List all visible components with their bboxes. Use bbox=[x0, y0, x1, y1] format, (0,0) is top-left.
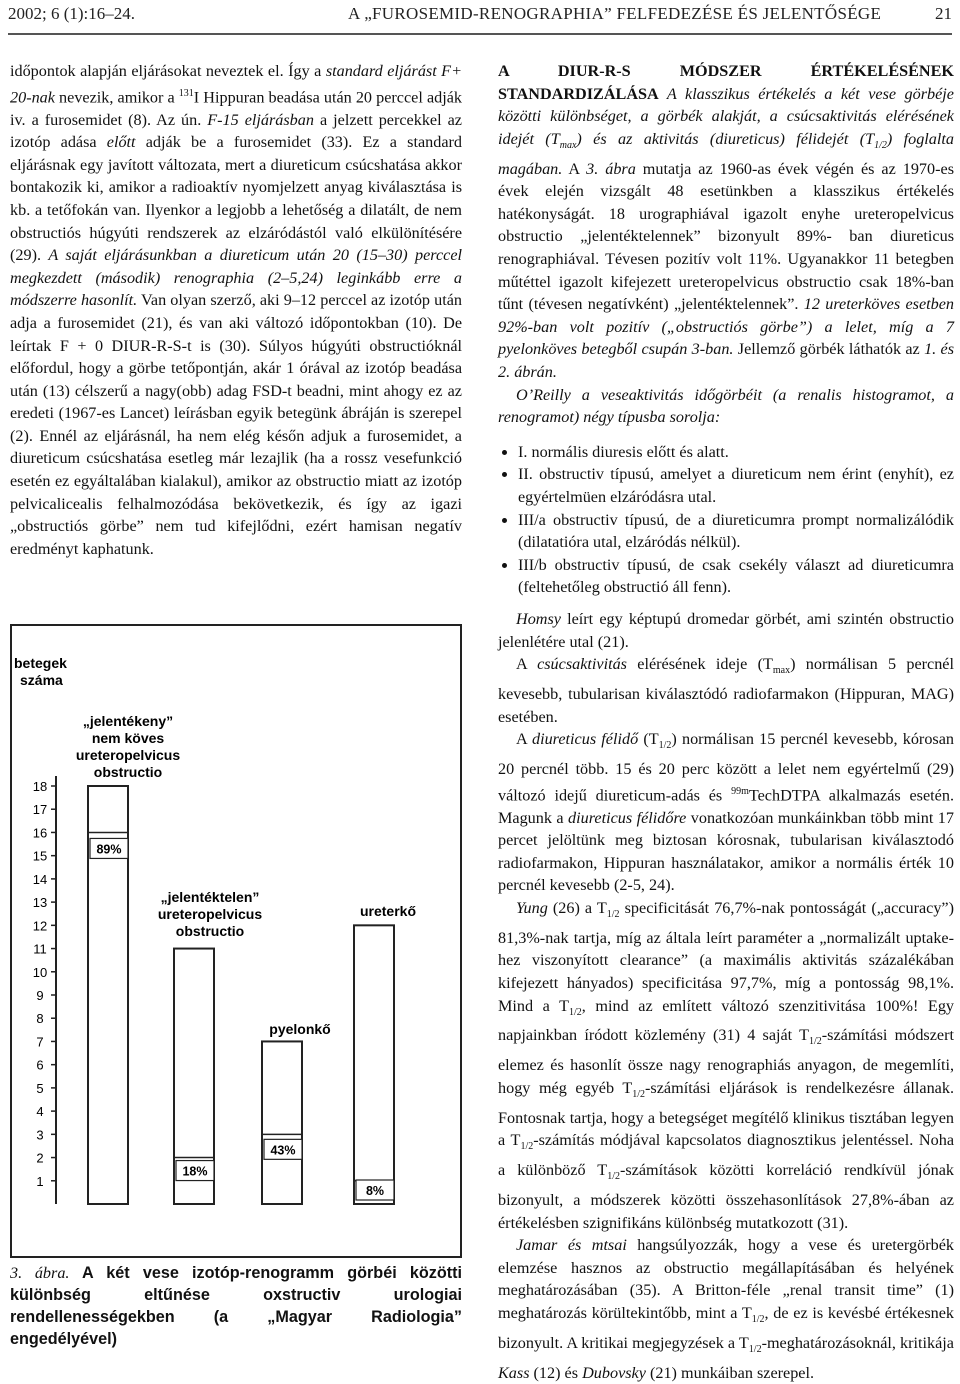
category-label: nem köves bbox=[91, 730, 165, 746]
y-tick-label: 16 bbox=[32, 825, 48, 841]
y-tick-label: 9 bbox=[36, 988, 44, 1003]
y-tick-label: 18 bbox=[32, 779, 48, 794]
bar-total bbox=[354, 925, 394, 1204]
percent-label: 89% bbox=[96, 842, 122, 857]
halftime-paragraph: A diureticus félidő $(T_{1/2})$ normálisan 15 percnél kevesebb, kórosan 20 percnél több. 15 és 20 perc között a lelet nem egyértelmű (29) változó idejű diureticum-adás és $^{99m}$TechDTPA alkalmazás esetén. Magunk a diureticus félidőre vonatkozóan munkáinkban több mint 17 percet jelöltünk meg biztosan kórosnak, tubularisan kiválasztodó radiofarmakon, Hippuran használatakor, amikor a normális érték 10 percnél kevesebb (2-5, 24). bbox=[498, 730, 954, 895]
oreilly-paragraph: O’Reilly a veseaktivitás időgörbéit (a renalis histogramot, a renogramot) négy típusba sorolja: bbox=[498, 385, 954, 427]
y-tick-label: 5 bbox=[36, 1080, 44, 1096]
category-label: pyelonkő bbox=[269, 1021, 331, 1037]
y-tick-label: 17 bbox=[32, 802, 48, 818]
bar-chart-svg bbox=[12, 626, 460, 1256]
category-label: ureterkő bbox=[359, 903, 417, 919]
left-paragraph: időpontok alapján eljárásokat neveztek el. Így a standard eljárást F+ 20-nak nevezik, amikor a $^{131}$I Hippuran beadása után 20 perccel adják iv. a furosemidet (8). Az ún. F-15 eljárásban a jelzett percekkel az izotóp adása előtt adják be a furosemidet (33). Ez a standard eljárásnak egy javított változata, mert a diureticum csúcshatása akkor bontakozik ki, amikor a radioaktív nyomjelzett anyag kiválasztása is kb. a tetőfokán van. Ilyenkor a legjobb a lehetőség a dilatált, de nem obstructiós húgyúti rendszerek az elzáródástól való elkülönítésére (29). A saját eljárásunkban a diureticum után 20 (15–30) perccel megkezdett (második) renographia (2–5,24) leginkább erre a módszerre hasonlít. Van olyan szerző, aki 9–12 perccel az izotóp után adja a furosemidet (21), és van aki változó időpontokban (10). De leírtak F + 0 DIUR-R-S-t is (30). Súlyos húgyúti obstructióknál előfordul, hogy a görbe tetőpontján, akár 1 órával az izotóp beadása után (13) célszerű a nagy(obb) adag FSD-t beadni, mint ahogy ez az eredeti (1967-es Lancet) leírásban egyik betegünk ábráján is szerepel (2). Ennél az eljárásnál, ha nem elég későn adjuk a furosemidet, a diureticum csúcshatása esetleg már lezajlik (ha a rossz vesefunkció esetén ez egyáltalában kialakul), amikor az obstructio miatt az izotóp pelvicalicealis felhalmozódása bekövetkezik, és így az igazi „obstructiós görbe” nem tud kifejlődni, ezért hamisan negatív eredményt kaphatunk. bbox=[10, 62, 463, 558]
y-tick-label: 10 bbox=[32, 964, 48, 980]
homsy-paragraph: Homsy leírt egy képtupú dromedar görbét, ami szintén obstructio jelenlétére utal (21). bbox=[498, 610, 954, 651]
y-tick-label: 2 bbox=[36, 1150, 44, 1166]
y-tick-label: 8 bbox=[36, 1011, 44, 1027]
category-label: ureteropelvicus bbox=[157, 906, 263, 922]
category-label: „jelentékeny” bbox=[82, 713, 174, 729]
peak-paragraph: A csúcsaktivitás elérésének ideje $(T_{max})$ normálisan 5 percnél kevesebb, tubularisan kiválasztódó radiofarmakon (Hippuran, MAG) esetében. bbox=[498, 655, 954, 726]
y-tick-label: 7 bbox=[36, 1034, 44, 1050]
list-item: • I. normális diuresis előtt és alatt. bbox=[518, 441, 954, 464]
y-tick-label: 12 bbox=[32, 918, 48, 934]
y-tick-label: 11 bbox=[33, 941, 47, 957]
y-axis-label: betegek bbox=[14, 655, 67, 671]
category-label: „jelentéktelen” bbox=[160, 889, 260, 905]
category-label: obstructio bbox=[93, 764, 163, 780]
category-label: ureteropelvicus bbox=[75, 747, 181, 763]
y-tick-label: 6 bbox=[36, 1057, 44, 1073]
y-tick-label: 15 bbox=[32, 848, 48, 864]
section-paragraph: A DIUR-R-S MÓDSZER ÉRTÉKELÉSÉNEK STANDARDIZÁLÁSA A klasszikus értékelés a két vese görbéje közötti különbséget, a görbék alakját, a csúcsaktivitás elérésének idejét $(T_{max})$ és az aktivitás (diureticus) félidejét $(T_{1/2})$ foglalta magában. A 3. ábra mutatja az 1960-as évek végén és az 1970-es évek elején vizsgált 48 esetünkben a klasszikus értékelés hatékonyságát. 18 urographiával igazolt enyhe ureteropelvicus obstructio „jelentéktelennek” bizonyult 89%- ban diureticus renographiával. Tévesen pozitív volt 11%. Ugyanakkor 11 betegben műtéttel igazolt kifejezett ureteropelvicus obstructio csak 18%-ban tűnt (tévesen negatívként) „jelentéktelennek”. 12 ureterköves esetben 92%-ban volt pozitív („obstructiós görbe”) a lelet, míg a 7 pyelonköves betegből csupán 3-ban. Jellemző görbék láthatók az 1. és 2. ábrán. bbox=[498, 62, 955, 381]
figure-caption bbox=[10, 1262, 462, 1350]
type-list bbox=[498, 441, 954, 599]
page-number: 21 bbox=[935, 4, 952, 23]
list-item: • II. obstructiv típusú, amelyet a diureticum nem érint (enyhít), ez egyértelmüen elzáródásra utal. bbox=[518, 463, 954, 508]
percent-label: 18% bbox=[182, 1164, 208, 1179]
y-tick-label: 1 bbox=[36, 1173, 44, 1189]
y-axis-label: száma bbox=[20, 672, 63, 688]
y-tick-label: 4 bbox=[36, 1104, 44, 1120]
caption-text: A két vese izotóp-renogramm görbéi közötti különbség eltűnése oxstructiv urologiai rendellenességekben (a „Magyar Radiologia” engedélyével) bbox=[10, 1264, 462, 1348]
page-header bbox=[8, 4, 952, 28]
right-column-top bbox=[498, 60, 954, 599]
section-heading: A DIUR-R-S MÓDSZER ÉRTÉKELÉSÉNEK STANDARDIZÁLÁSA bbox=[498, 62, 954, 103]
header-rule bbox=[8, 33, 952, 35]
list-item: • III/b obstructiv típusú, de csak csekély választ ad diureticumra (feltehetőleg obstructió áll fenn). bbox=[518, 554, 954, 599]
y-tick-label: 13 bbox=[32, 895, 48, 911]
list-item: • III/a obstructiv típusú, de a diureticumra prompt normalizálódik (dilatatióra utal, elzáródás nélkül). bbox=[518, 509, 954, 554]
y-tick-label: 3 bbox=[36, 1127, 44, 1143]
percent-label: 43% bbox=[270, 1143, 296, 1158]
percent-label: 8% bbox=[365, 1184, 385, 1198]
bar-total bbox=[262, 1041, 302, 1204]
right-column-bottom bbox=[498, 608, 954, 1384]
jamar-paragraph: Jamar és mtsai hangsúlyozzák, hogy a vese és uretergörbék elemzése hasznos az obstructio megállapításában és helyének meghatározásában (35). A Britton-féle „renal transit time” (1) meghatározás körültekintőbb, mint a $T_{1/2}$, de ez is kevésbé értékesnek bizonyult. A kritikai megjegyzések a $T_{1/2}$-meghatározásoknál, kritikája Kass (12) és Dubovsky (21) munkáiban szerepel. bbox=[498, 1236, 954, 1382]
y-tick-label: 14 bbox=[32, 871, 48, 887]
category-label: obstructio bbox=[175, 923, 245, 939]
caption-label: 3. ábra. bbox=[10, 1264, 70, 1282]
yung-paragraph: Yung (26) a $T_{1/2}$ specificitását 76,7%-nak pontosságát („accuracy”) 81,3%-nak tartja, míg az általa leírt paraméter a „normalizált uptake-hez viszonyított clearance” (a maximális aktivitás százalékában kifejezett hányados) specificitása 97,7%, míg a pontosság 98,1%. Mind a $T_{1/2}$, mind az említett változó szenzitivitása 100%! Egy napjainkban íródott közlemény (31) 4 saját $T_{1/2}$-számítási módszert elemez és hasonlít össze nagy renographiás anyagon, de megemlíti, hogy még egyéb $T_{1/2}$-számítási eljárások is rendelkezésre állanak. Fontosnak tartja, hogy a betegséget megítélő klinikus tisztában legyen a $T_{1/2}$-számítás módjával kapcsolatos diagnosztikus jelentéssel. Noha a különböző $T_{1/2}$-számítások közötti korreláció rendkívül jónak bizonyult, a módszerek közötti összehasonlítások 27,8%-ában az értékelésben szignifikáns különbség mutatkozott (31). bbox=[498, 898, 955, 1232]
left-column bbox=[10, 60, 462, 560]
figure-3-chart bbox=[10, 624, 462, 1258]
running-title: A „FUROSEMID-RENOGRAPHIA” FELFEDEZÉSE ÉS JELENTŐSÉGE bbox=[348, 4, 882, 23]
journal-citation: 2002; 6 (1):16–24. bbox=[8, 4, 136, 23]
